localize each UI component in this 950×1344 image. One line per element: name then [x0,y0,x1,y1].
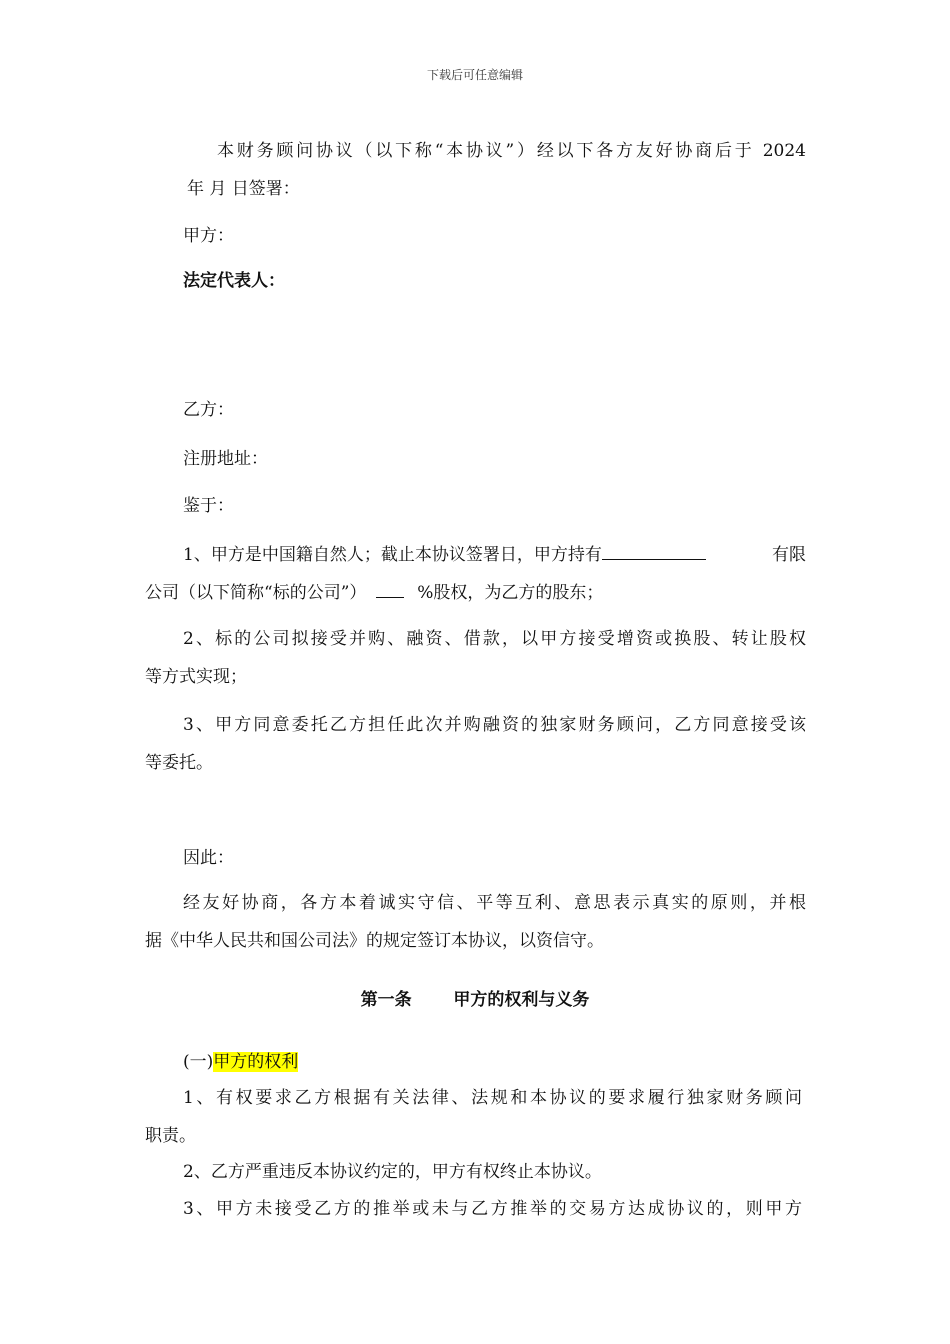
therefore-line-2: 据《中华人民共和国公司法》的规定签订本协议，以资信守。 [145,931,604,951]
article-1-section-1-heading [183,1050,298,1074]
whereas-item-2-line-2: 等方式实现； [145,667,247,687]
whereas-item-1-text-b: 有限 [772,545,806,565]
rights-item-2: 2、乙方严重违反本协议约定的，甲方有权终止本协议。 [183,1162,602,1182]
legal-rep-label: 法定代表人： [183,271,285,291]
company-name-blank [602,541,706,560]
party-b-label: 乙方： [183,400,234,420]
whereas-item-1-line-1 [183,541,806,567]
rights-item-1-line-1: 1、有权要求乙方根据有关法律、法规和本协议的要求履行独家财务顾问 [183,1088,802,1108]
intro-line-2: 年 月 日签署： [187,179,300,199]
therefore-label: 因此： [183,848,234,868]
article-1-title: 甲方的权利与义务 [453,990,590,1010]
party-a-label: 甲方： [183,226,234,246]
whereas-item-2-line-1: 2、标的公司拟接受并购、融资、借款，以甲方接受增资或换股、转让股权 [183,629,806,649]
whereas-item-1-text-a: 1、甲方是中国籍自然人；截止本协议签署日，甲方持有 [183,545,602,565]
section-1-title: 甲方的权利 [213,1052,299,1072]
share-percent-blank [376,579,404,598]
rights-item-1-line-2: 职责。 [145,1126,196,1146]
section-1-prefix: (一) [183,1052,214,1072]
reg-address-label: 注册地址： [183,449,268,469]
therefore-line-1: 经友好协商，各方本着诚实守信、平等互利、意思表示真实的原则，并根 [183,893,806,913]
whereas-item-3-line-1: 3、甲方同意委托乙方担任此次并购融资的独家财务顾问，乙方同意接受该 [183,715,806,735]
header-note: 下载后可任意编辑 [426,68,523,82]
whereas-label: 鉴于： [183,496,234,516]
whereas-item-1-text-d: %股权，为乙方的股东； [417,583,604,603]
rights-item-3-line-1: 3、甲方未接受乙方的推举或未与乙方推举的交易方达成协议的，则甲方 [183,1199,802,1219]
article-1-heading [0,988,950,1012]
article-1-number: 第一条 [360,990,412,1010]
whereas-item-1-line-2 [145,579,603,605]
whereas-item-3-line-2: 等委托。 [145,753,213,773]
whereas-item-1-text-c: 公司（以下简称“标的公司”） [145,583,367,603]
intro-line-1: 本财务顾问协议（以下称“本协议”）经以下各方友好协商后于 2024 [217,141,806,161]
